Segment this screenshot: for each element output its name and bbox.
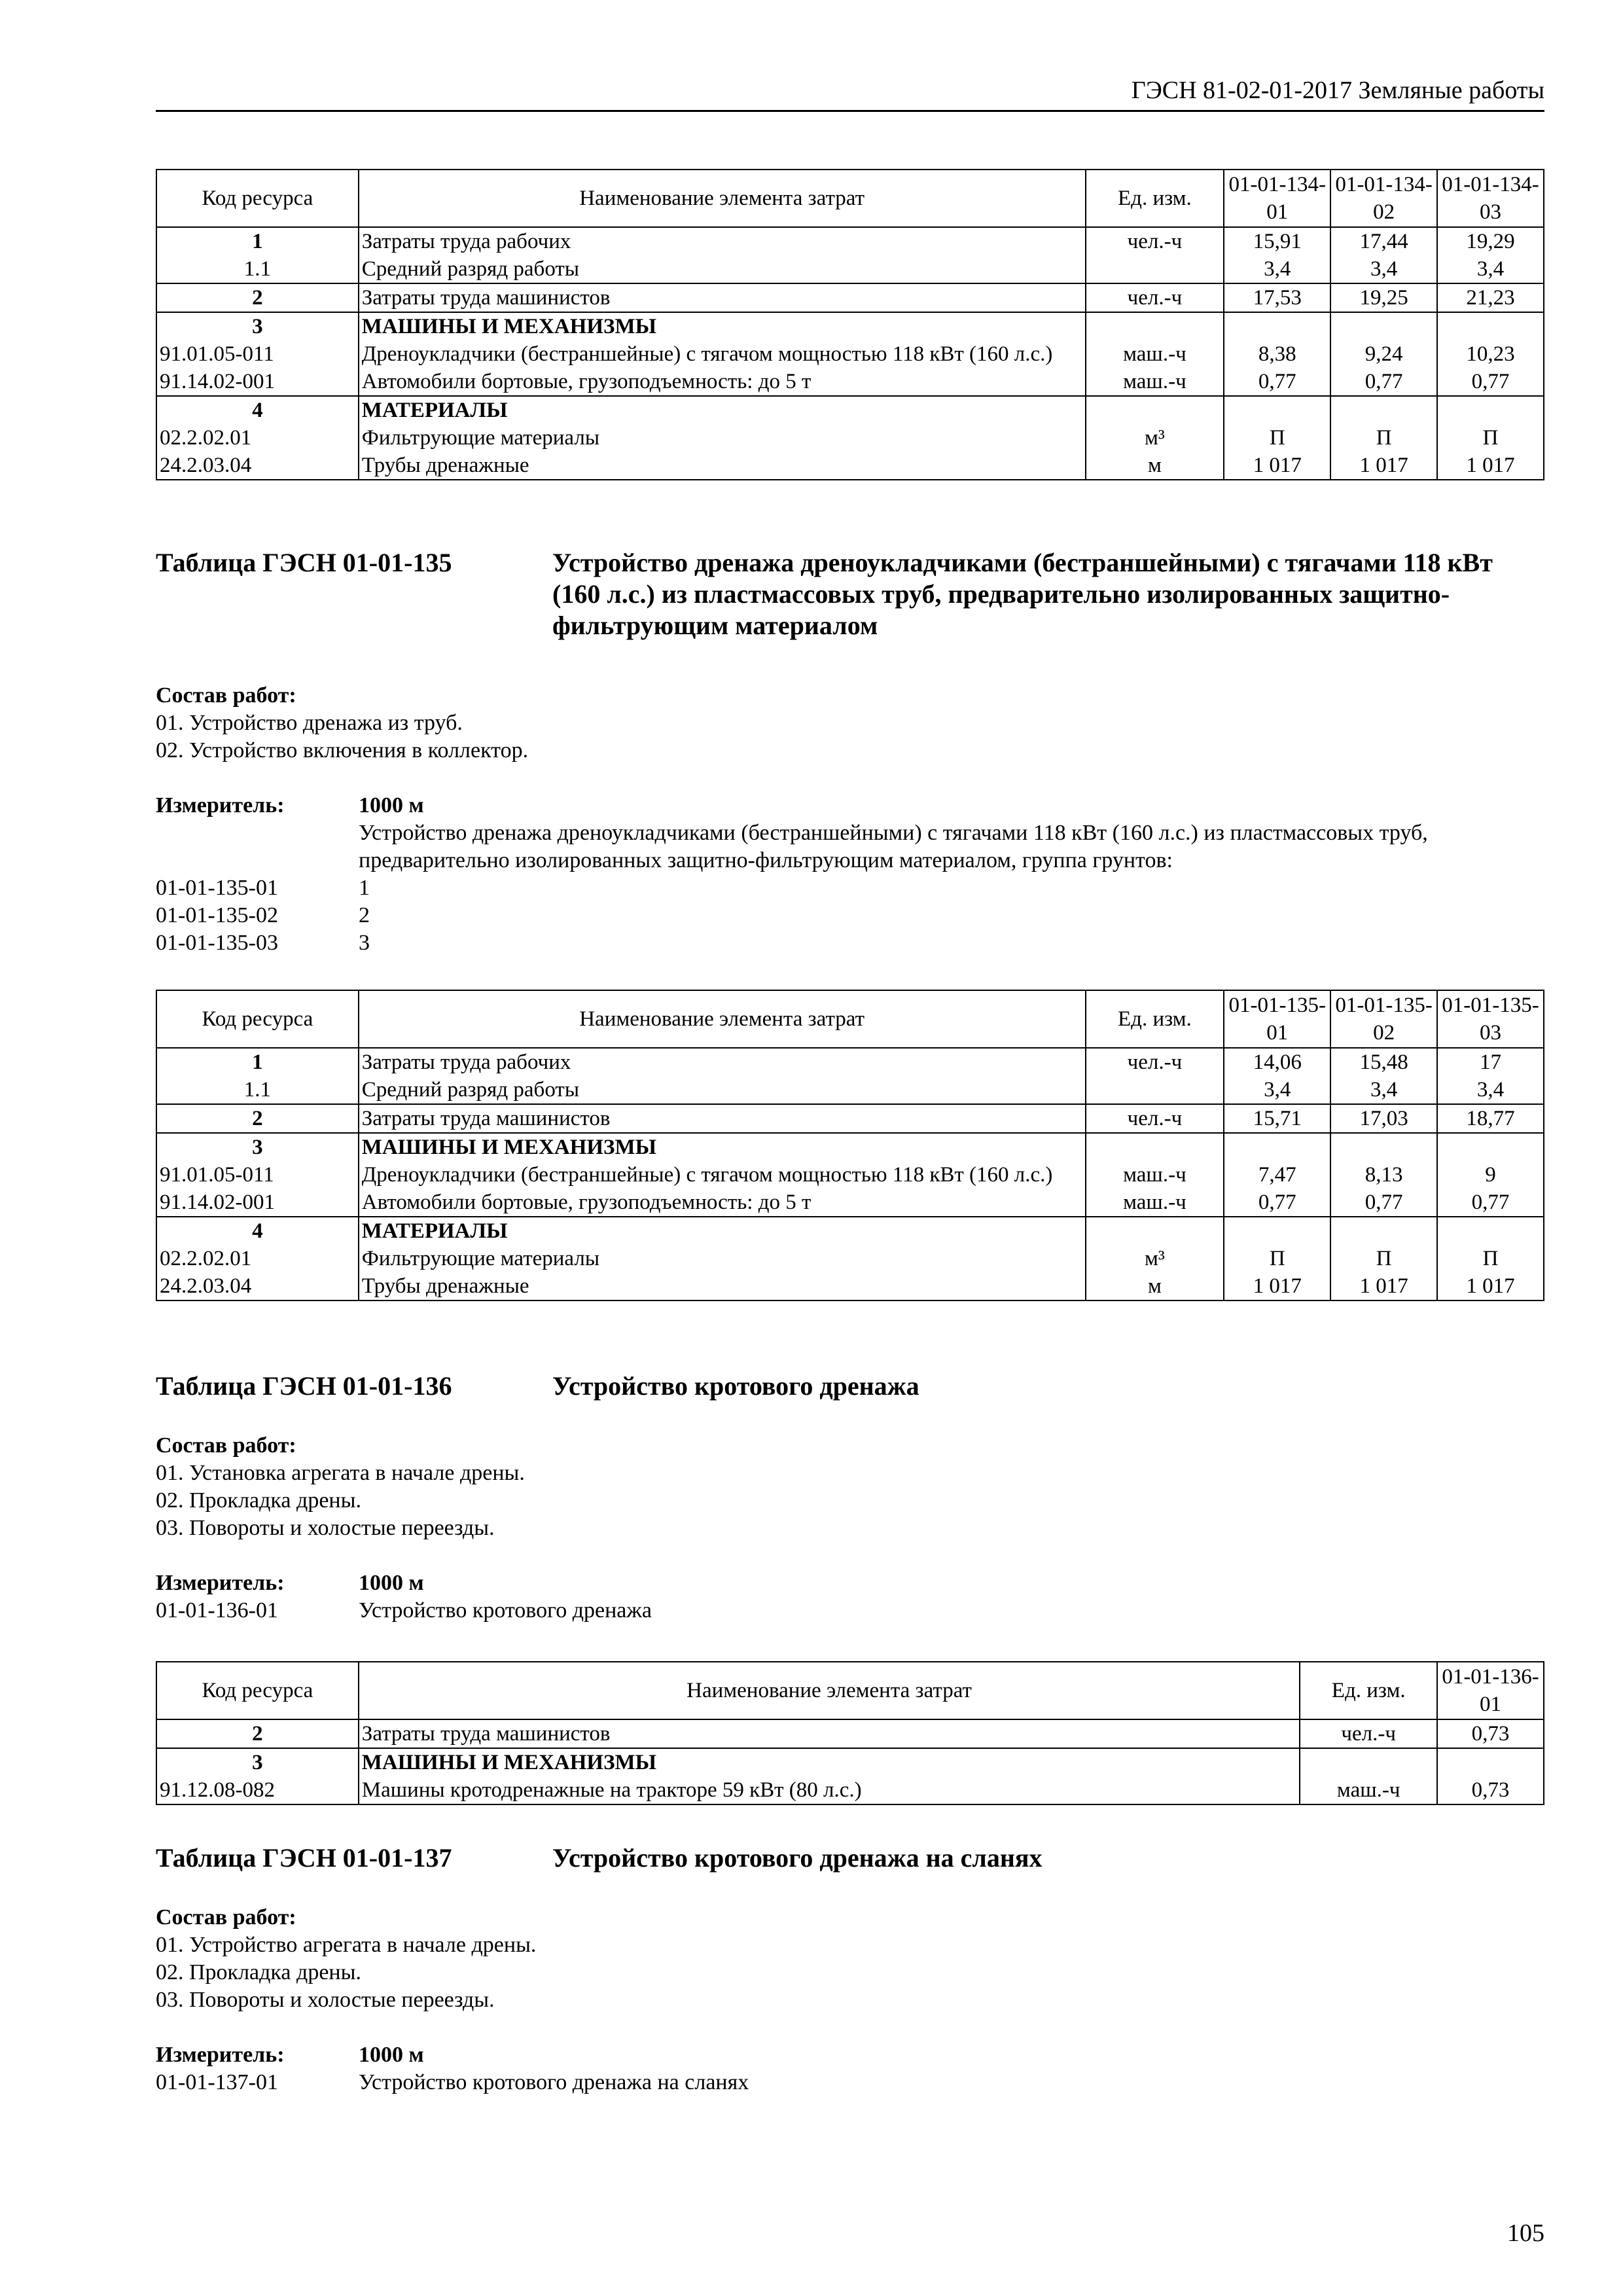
cell-value: 3,4 bbox=[1437, 1076, 1544, 1104]
section-heading bbox=[156, 1842, 1544, 1874]
col-header-name: Наименование элемента затрат bbox=[359, 1662, 1300, 1719]
meter-value: 1000 м bbox=[359, 1571, 424, 1595]
cell-value: 0,77 bbox=[1437, 368, 1544, 396]
cell-value: 0,77 bbox=[1437, 1189, 1544, 1217]
cell-code: 4 bbox=[156, 1217, 359, 1245]
cell-unit: маш.-ч bbox=[1086, 1161, 1224, 1189]
table-row bbox=[156, 1272, 1544, 1300]
meter-block bbox=[156, 1570, 1544, 1624]
table-row bbox=[156, 368, 1544, 396]
table-row bbox=[156, 1245, 1544, 1272]
norm-code: 01-01-135-02 bbox=[156, 903, 278, 927]
section-title: Устройство кротового дренажа bbox=[552, 1371, 919, 1401]
table-row bbox=[156, 1217, 1544, 1245]
cell-value: 17,03 bbox=[1330, 1104, 1437, 1133]
cell-code: 1.1 bbox=[156, 255, 359, 283]
norm-code: 01-01-137-01 bbox=[156, 2070, 278, 2094]
cell-value: 1 017 bbox=[1330, 1272, 1437, 1300]
works-label: Состав работ: bbox=[156, 1905, 296, 1929]
table-row bbox=[156, 340, 1544, 368]
cell-value: 0,77 bbox=[1330, 1189, 1437, 1217]
col-header-unit: Ед. изм. bbox=[1086, 990, 1224, 1048]
table-row bbox=[156, 396, 1544, 424]
code-row bbox=[156, 1597, 1544, 1624]
section-136 bbox=[156, 1371, 1544, 1624]
cell-value: 15,71 bbox=[1224, 1104, 1330, 1133]
works-item: 02. Прокладка дрены. bbox=[156, 1960, 361, 1984]
code-row bbox=[156, 902, 1544, 929]
cell-value bbox=[1330, 396, 1437, 424]
cell-value: 3,4 bbox=[1224, 1076, 1330, 1104]
table-row bbox=[156, 1133, 1544, 1161]
meter-value: 1000 м bbox=[359, 2043, 424, 2067]
cell-name: МАШИНЫ И МЕХАНИЗМЫ bbox=[359, 1748, 1300, 1776]
cell-name: Затраты труда машинистов bbox=[359, 283, 1086, 312]
cell-name: Дреноукладчики (бестраншейные) с тягачом мощностью 118 кВт (160 л.с.) bbox=[359, 1161, 1086, 1189]
cell-value: 17,53 bbox=[1224, 283, 1330, 312]
cell-value bbox=[1437, 1748, 1544, 1776]
cell-code: 3 bbox=[156, 312, 359, 340]
meter-label: Измеритель: bbox=[156, 2043, 285, 2067]
cell-value bbox=[1437, 312, 1544, 340]
page-number: 105 bbox=[1507, 2219, 1544, 2247]
table-row bbox=[156, 1161, 1544, 1189]
cell-name: Дреноукладчики (бестраншейные) с тягачом мощностью 118 кВт (160 л.с.) bbox=[359, 340, 1086, 368]
works-item: 02. Устройство включения в коллектор. bbox=[156, 738, 529, 762]
table-row bbox=[156, 255, 1544, 283]
cell-unit: чел.-ч bbox=[1300, 1719, 1437, 1748]
cell-unit bbox=[1300, 1748, 1437, 1776]
table-134-block bbox=[156, 169, 1544, 480]
cell-value: 1 017 bbox=[1437, 1272, 1544, 1300]
norm-code-value: Устройство кротового дренажа на сланях bbox=[359, 2070, 749, 2094]
cell-value bbox=[1224, 1217, 1330, 1245]
cell-name: МАТЕРИАЛЫ bbox=[359, 1217, 1086, 1245]
meter-description: Устройство дренажа дреноукладчиками (бестраншейными) с тягачами 118 кВт (160 л.с.) из пластмассовых труб, предварительно изолированных защитно-фильтрующим материалом, группа грунтов: bbox=[359, 821, 1428, 872]
cell-value: П bbox=[1330, 424, 1437, 452]
meter-value: 1000 м bbox=[359, 793, 424, 817]
cell-value bbox=[1437, 1133, 1544, 1161]
cell-code: 91.14.02-001 bbox=[156, 368, 359, 396]
cell-code: 91.01.05-011 bbox=[156, 340, 359, 368]
works-item: 01. Установка агрегата в начале дрены. bbox=[156, 1461, 525, 1485]
cell-unit: маш.-ч bbox=[1086, 368, 1224, 396]
cell-value: 0,77 bbox=[1330, 368, 1437, 396]
section-title: Устройство кротового дренажа на сланях bbox=[552, 1843, 1043, 1873]
cell-value: 3,4 bbox=[1330, 255, 1437, 283]
cell-name: Средний разряд работы bbox=[359, 1076, 1086, 1104]
cell-name: Фильтрующие материалы bbox=[359, 1245, 1086, 1272]
cell-unit: маш.-ч bbox=[1086, 1189, 1224, 1217]
cell-value: 18,77 bbox=[1437, 1104, 1544, 1133]
cell-value bbox=[1224, 312, 1330, 340]
code-row bbox=[156, 929, 1544, 957]
cell-name: Затраты труда машинистов bbox=[359, 1104, 1086, 1133]
cell-value: 15,91 bbox=[1224, 227, 1330, 255]
col-header-norm: 01-01-134-03 bbox=[1437, 170, 1544, 227]
col-header-norm: 01-01-134-02 bbox=[1330, 170, 1437, 227]
col-header-norm: 01-01-136-01 bbox=[1437, 1662, 1544, 1719]
table-row bbox=[156, 1104, 1544, 1133]
table-row bbox=[156, 1748, 1544, 1776]
table-number: Таблица ГЭСН 01-01-137 bbox=[156, 1843, 452, 1873]
table-row bbox=[156, 312, 1544, 340]
cell-value: 0,73 bbox=[1437, 1776, 1544, 1804]
cell-unit: м³ bbox=[1086, 1245, 1224, 1272]
table-row bbox=[156, 424, 1544, 452]
col-header-code: Код ресурса bbox=[156, 990, 359, 1048]
code-row bbox=[156, 874, 1544, 902]
cell-value: 19,25 bbox=[1330, 283, 1437, 312]
cell-value: 17 bbox=[1437, 1048, 1544, 1076]
code-row bbox=[156, 2069, 1544, 2096]
cell-name: Трубы дренажные bbox=[359, 452, 1086, 480]
col-header-name: Наименование элемента затрат bbox=[359, 990, 1086, 1048]
cell-unit: маш.-ч bbox=[1300, 1776, 1437, 1804]
cell-code: 3 bbox=[156, 1748, 359, 1776]
cell-unit: м³ bbox=[1086, 424, 1224, 452]
col-header-unit: Ед. изм. bbox=[1300, 1662, 1437, 1719]
table-number: Таблица ГЭСН 01-01-136 bbox=[156, 1371, 452, 1401]
works-item: 03. Повороты и холостые переезды. bbox=[156, 1988, 495, 2012]
cell-name: Фильтрующие материалы bbox=[359, 424, 1086, 452]
cell-name: Автомобили бортовые, грузоподъемность: до 5 т bbox=[359, 1189, 1086, 1217]
cell-unit: чел.-ч bbox=[1086, 227, 1224, 255]
cell-value: 17,44 bbox=[1330, 227, 1437, 255]
cell-unit bbox=[1086, 1076, 1224, 1104]
cell-unit: чел.-ч bbox=[1086, 283, 1224, 312]
table-row bbox=[156, 227, 1544, 255]
table-header-row bbox=[156, 170, 1544, 227]
works-item: 02. Прокладка дрены. bbox=[156, 1488, 361, 1513]
works-item: 03. Повороты и холостые переезды. bbox=[156, 1516, 495, 1540]
cost-table-134 bbox=[156, 169, 1544, 480]
cell-code: 91.12.08-082 bbox=[156, 1776, 359, 1804]
cell-code: 2 bbox=[156, 1104, 359, 1133]
cell-code: 02.2.02.01 bbox=[156, 1245, 359, 1272]
cell-value bbox=[1437, 1217, 1544, 1245]
cell-unit bbox=[1086, 396, 1224, 424]
cell-value: П bbox=[1224, 1245, 1330, 1272]
cell-unit: маш.-ч bbox=[1086, 340, 1224, 368]
cell-value: 15,48 bbox=[1330, 1048, 1437, 1076]
col-header-norm: 01-01-135-01 bbox=[1224, 990, 1330, 1048]
cell-value: 8,38 bbox=[1224, 340, 1330, 368]
works-list bbox=[156, 1432, 1544, 1542]
col-header-name: Наименование элемента затрат bbox=[359, 170, 1086, 227]
col-header-code: Код ресурса bbox=[156, 170, 359, 227]
table-header-row bbox=[156, 1662, 1544, 1719]
cell-value: 10,23 bbox=[1437, 340, 1544, 368]
cell-value: 1 017 bbox=[1330, 452, 1437, 480]
table-136-block bbox=[156, 1661, 1544, 1805]
meter-label: Измеритель: bbox=[156, 793, 285, 817]
cell-value: 3,4 bbox=[1224, 255, 1330, 283]
meter-block bbox=[156, 2041, 1544, 2096]
cell-value: 14,06 bbox=[1224, 1048, 1330, 1076]
table-row bbox=[156, 283, 1544, 312]
cell-code: 2 bbox=[156, 283, 359, 312]
cell-value: 3,4 bbox=[1437, 255, 1544, 283]
col-header-norm: 01-01-135-03 bbox=[1437, 990, 1544, 1048]
table-row bbox=[156, 1048, 1544, 1076]
norm-code-value: 3 bbox=[359, 931, 370, 955]
cell-name: МАШИНЫ И МЕХАНИЗМЫ bbox=[359, 312, 1086, 340]
cell-value bbox=[1224, 1133, 1330, 1161]
cost-table-136 bbox=[156, 1661, 1544, 1805]
cell-value: 1 017 bbox=[1437, 452, 1544, 480]
section-135 bbox=[156, 547, 1544, 957]
table-header-row bbox=[156, 990, 1544, 1048]
cell-value: 0,73 bbox=[1437, 1719, 1544, 1748]
works-label: Состав работ: bbox=[156, 1433, 296, 1458]
cell-name: Трубы дренажные bbox=[359, 1272, 1086, 1300]
cell-code: 91.14.02-001 bbox=[156, 1189, 359, 1217]
cell-unit bbox=[1086, 255, 1224, 283]
cell-value bbox=[1330, 1133, 1437, 1161]
running-header: ГЭСН 81-02-01-2017 Земляные работы bbox=[156, 71, 1544, 112]
cell-code: 24.2.03.04 bbox=[156, 452, 359, 480]
cell-value: 9 bbox=[1437, 1161, 1544, 1189]
works-list bbox=[156, 682, 1544, 764]
cell-value: 1 017 bbox=[1224, 452, 1330, 480]
table-row bbox=[156, 1776, 1544, 1804]
cell-code: 91.01.05-011 bbox=[156, 1161, 359, 1189]
section-heading bbox=[156, 1371, 1544, 1402]
cell-unit bbox=[1086, 1217, 1224, 1245]
cell-unit: м bbox=[1086, 1272, 1224, 1300]
col-header-norm: 01-01-134-01 bbox=[1224, 170, 1330, 227]
table-row bbox=[156, 452, 1544, 480]
cell-code: 4 bbox=[156, 396, 359, 424]
section-heading bbox=[156, 547, 1544, 641]
norm-code: 01-01-135-03 bbox=[156, 931, 278, 955]
section-title: Устройство дренажа дреноукладчиками (бестраншейными) с тягачами 118 кВт (160 л.с.) из пластмассовых труб, предварительно изолированных защитно-фильтрующим материалом bbox=[552, 548, 1493, 640]
works-item: 01. Устройство дренажа из труб. bbox=[156, 711, 463, 735]
col-header-code: Код ресурса bbox=[156, 1662, 359, 1719]
meter-label: Измеритель: bbox=[156, 1571, 285, 1595]
table-row bbox=[156, 1076, 1544, 1104]
cell-value: 21,23 bbox=[1437, 283, 1544, 312]
table-row bbox=[156, 1189, 1544, 1217]
cell-value: П bbox=[1437, 1245, 1544, 1272]
works-label: Состав работ: bbox=[156, 683, 296, 708]
section-137 bbox=[156, 1842, 1544, 2096]
cell-value bbox=[1224, 396, 1330, 424]
cost-table-135 bbox=[156, 990, 1544, 1301]
norm-code: 01-01-136-01 bbox=[156, 1598, 278, 1623]
col-header-unit: Ед. изм. bbox=[1086, 170, 1224, 227]
cell-code: 02.2.02.01 bbox=[156, 424, 359, 452]
cell-name: Автомобили бортовые, грузоподъемность: до 5 т bbox=[359, 368, 1086, 396]
works-list bbox=[156, 1904, 1544, 2014]
meter-block bbox=[156, 792, 1544, 957]
cell-value bbox=[1437, 396, 1544, 424]
table-row bbox=[156, 1719, 1544, 1748]
cell-name: Затраты труда рабочих bbox=[359, 227, 1086, 255]
norm-code-value: 1 bbox=[359, 876, 370, 900]
cell-unit: м bbox=[1086, 452, 1224, 480]
cell-value: П bbox=[1224, 424, 1330, 452]
cell-name: Средний разряд работы bbox=[359, 255, 1086, 283]
cell-value: П bbox=[1437, 424, 1544, 452]
cell-value: 3,4 bbox=[1330, 1076, 1437, 1104]
cell-name: Затраты труда рабочих bbox=[359, 1048, 1086, 1076]
cell-name: МАШИНЫ И МЕХАНИЗМЫ bbox=[359, 1133, 1086, 1161]
cell-unit: чел.-ч bbox=[1086, 1104, 1224, 1133]
table-135-block bbox=[156, 990, 1544, 1301]
norm-code-value: Устройство кротового дренажа bbox=[359, 1598, 652, 1623]
cell-value: 0,77 bbox=[1224, 368, 1330, 396]
cell-value bbox=[1330, 1217, 1437, 1245]
cell-value: 9,24 bbox=[1330, 340, 1437, 368]
cell-code: 1 bbox=[156, 227, 359, 255]
cell-code: 3 bbox=[156, 1133, 359, 1161]
cell-value: 7,47 bbox=[1224, 1161, 1330, 1189]
cell-code: 2 bbox=[156, 1719, 359, 1748]
cell-value bbox=[1330, 312, 1437, 340]
cell-value: 1 017 bbox=[1224, 1272, 1330, 1300]
works-item: 01. Устройство агрегата в начале дрены. bbox=[156, 1933, 537, 1957]
cell-code: 1.1 bbox=[156, 1076, 359, 1104]
cell-value: П bbox=[1330, 1245, 1437, 1272]
cell-value: 0,77 bbox=[1224, 1189, 1330, 1217]
norm-code: 01-01-135-01 bbox=[156, 876, 278, 900]
col-header-norm: 01-01-135-02 bbox=[1330, 990, 1437, 1048]
norm-code-value: 2 bbox=[359, 903, 370, 927]
cell-name: МАТЕРИАЛЫ bbox=[359, 396, 1086, 424]
cell-code: 1 bbox=[156, 1048, 359, 1076]
cell-code: 24.2.03.04 bbox=[156, 1272, 359, 1300]
cell-value: 8,13 bbox=[1330, 1161, 1437, 1189]
cell-name: Машины кротодренажные на тракторе 59 кВт (80 л.с.) bbox=[359, 1776, 1300, 1804]
cell-name: Затраты труда машинистов bbox=[359, 1719, 1300, 1748]
cell-unit bbox=[1086, 312, 1224, 340]
table-number: Таблица ГЭСН 01-01-135 bbox=[156, 548, 452, 577]
cell-unit: чел.-ч bbox=[1086, 1048, 1224, 1076]
cell-value: 19,29 bbox=[1437, 227, 1544, 255]
cell-unit bbox=[1086, 1133, 1224, 1161]
